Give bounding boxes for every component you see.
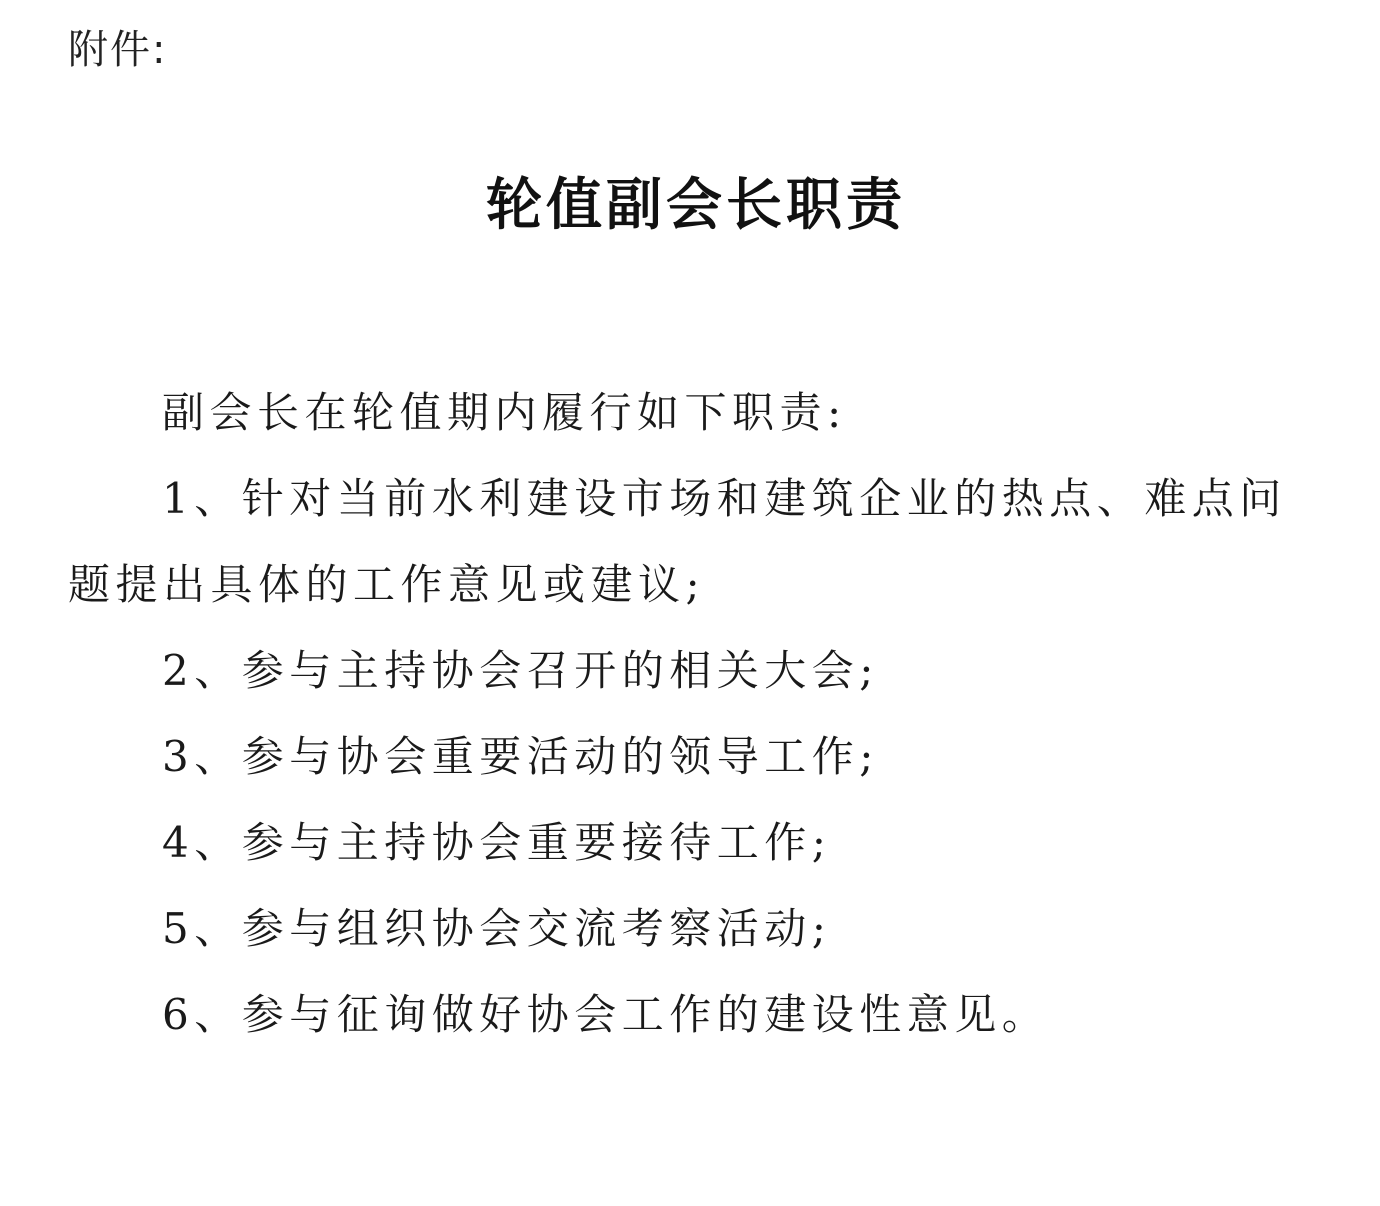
duty-item-6: 6、参与征询做好协会工作的建设性意见。	[162, 990, 1050, 1039]
attachment-label: 附件:	[68, 27, 168, 73]
duty-item-2: 2、参与主持协会召开的相关大会;	[162, 646, 879, 695]
document-body	[68, 370, 1308, 1058]
duty-item-3: 3、参与协会重要活动的领导工作;	[162, 732, 879, 781]
intro-paragraph: 副会长在轮值期内履行如下职责:	[162, 388, 847, 437]
duty-item-5: 5、参与组织协会交流考察活动;	[162, 904, 832, 953]
document-title: 轮值副会长职责	[486, 173, 906, 238]
duty-item-4: 4、参与主持协会重要接待工作;	[162, 818, 832, 867]
duty-item-1: 1、针对当前水利建设市场和建筑企业的热点、难点问题提出具体的工作意见或建议;	[68, 474, 1287, 609]
